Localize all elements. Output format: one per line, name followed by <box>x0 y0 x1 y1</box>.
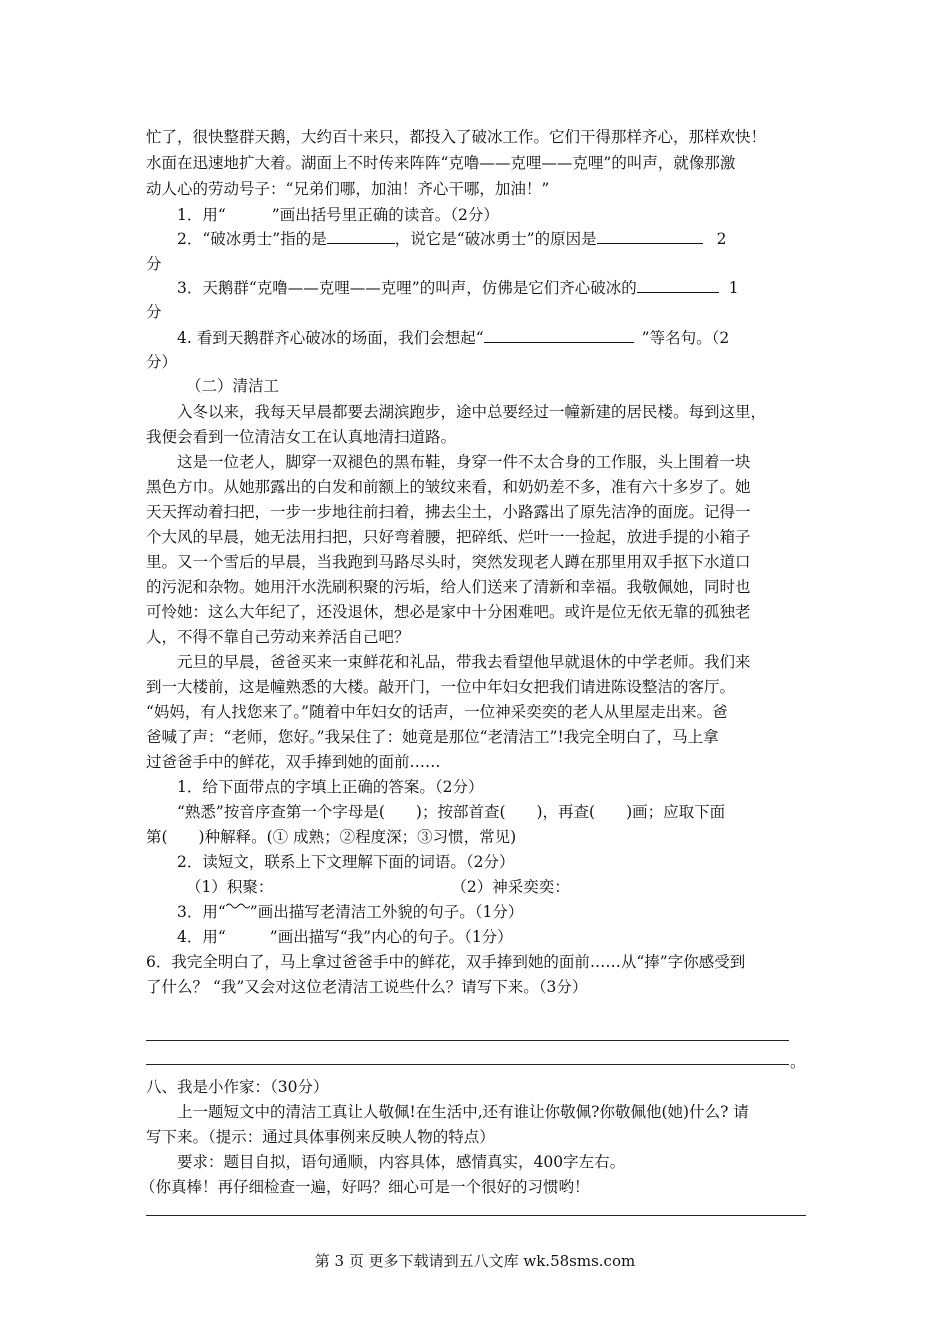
question-text: 2．“破冰勇士”指的是 <box>177 230 327 248</box>
passage-line: “妈妈，有人找您来了。”随着中年妇女的话声，一位神采奕奕的老人从里屋走出来。爸 <box>146 703 728 721</box>
passage-line: 元旦的早晨，爸爸买来一束鲜花和礼品，带我去看望他早就退休的中学老师。我们来 <box>177 653 751 671</box>
question-2-items <box>186 875 850 899</box>
question-1: 1．给下面带点的字填上正确的答案。（2分） <box>177 778 484 796</box>
term-jiju: （1）积聚： <box>186 878 274 896</box>
prompt-line: 上一题短文中的清洁工真让人敬佩!在生活中,还有谁让你敬佩?你敬佩他(她)什么? 请 <box>177 1103 749 1121</box>
question-text: ”画出描写老清洁工外貌的句子。（1分） <box>249 903 524 921</box>
question-text: 4. 看到天鹅群齐心破冰的场面，我们会想起“ <box>177 329 484 347</box>
question-text: 4．用“ <box>177 928 226 946</box>
passage-line: 个大风的早晨，她无法用扫把，只好弯着腰，把碎纸、烂叶一一捡起，放进手提的小箱子 <box>146 528 751 546</box>
answer-blank[interactable] <box>637 276 719 293</box>
question-6: 6．我完全明白了，马上拿过爸爸手中的鲜花，双手捧到她的面前……从“捧”字你感受到 <box>146 953 746 971</box>
passage-line: 天天挥动着扫把，一步一步地往前扫着，拂去尘土，小路露出了原先洁净的面庞。记得一 <box>146 503 751 521</box>
term-shencaiyiyi: （2）神采奕奕： <box>451 878 570 896</box>
passage-line: 人，不得不靠自己劳动来养活自己吧？ <box>146 628 410 646</box>
question-1-line: 第( )种解释。(① 成熟；②程度深；③习惯，常见) <box>146 828 517 846</box>
answer-blank[interactable] <box>484 326 634 343</box>
question-text: ”画出括号里正确的读音。（2分） <box>271 206 499 224</box>
score-number: 2 <box>716 230 727 248</box>
requirement-text: 要求：题目自拟，语句通顺，内容具体，感情真实，400字左右。 <box>177 1153 626 1171</box>
question-text: 3．用“ <box>177 903 226 921</box>
passage-line: 动人心的劳动号子：“兄弟们哪，加油！齐心干哪，加油！” <box>146 180 550 198</box>
passage-line: 我便会看到一位清洁女工在认真地清扫道路。 <box>146 428 457 446</box>
passage-line: 这是一位老人，脚穿一双褪色的黑布鞋，身穿一件不太合身的工作服，头上围着一块 <box>177 453 751 471</box>
passage-line: 可怜她：这么大年纪了，还没退休，想必是家中十分困难吧。或许是位无依无靠的孤独老 <box>146 603 751 621</box>
score-unit: 分 <box>146 255 162 273</box>
passage-line: 里。又一个雪后的早晨，当我跑到马路尽头时，突然发现老人蹲在那里用双手抠下水道口 <box>146 553 751 571</box>
wavy-line-icon <box>226 900 250 910</box>
answer-line[interactable] <box>146 1064 789 1065</box>
passage-line: 的污泥和杂物。她用汗水洗刷积聚的污垢，给人们送来了清新和幸福。我敬佩她，同时也 <box>146 578 751 596</box>
passage-line: 到一大楼前，这是幢熟悉的大楼。敲开门，一位中年妇女把我们请进陈设整洁的客厅。 <box>146 678 736 696</box>
question-text: ”画出描写“我”内心的句子。（1分） <box>269 928 513 946</box>
question-3 <box>177 276 810 300</box>
question-4 <box>177 925 810 949</box>
prompt-line: 写下来。（提示：通过具体事例来反映人物的特点） <box>146 1128 495 1146</box>
question-6-line: 了什么？ “我”又会对这位老清洁工说些什么？请写下来。（3分） <box>146 978 588 996</box>
page-footer: 第 3 页 更多下载请到五八文库 wk.58sms.com <box>314 1252 636 1270</box>
question-2: 2．读短文，联系上下文理解下面的词语。（2分） <box>177 853 515 871</box>
answer-end-mark: 。 <box>790 1053 806 1071</box>
score-unit: 分 <box>146 303 162 321</box>
score-number: 1 <box>728 279 739 297</box>
answer-line[interactable] <box>146 1040 789 1041</box>
passage-line: 入冬以来，我每天早晨都要去湖滨跑步，途中总要经过一幢新建的居民楼。每到这里， <box>177 403 767 421</box>
passage-line: 忙了，很快整群天鹅，大约百十来只，都投入了破冰工作。它们干得那样齐心，那样欢快！ <box>146 128 767 146</box>
answer-blank[interactable] <box>327 227 395 244</box>
question-text: ，说它是“破冰勇士”的原因是 <box>394 230 597 248</box>
passage-line: 水面在迅速地扩大着。湖面上不时传来阵阵“克噜——克哩——克哩”的叫声，就像那激 <box>146 154 736 172</box>
question-4 <box>177 326 810 350</box>
writing-line[interactable] <box>146 1215 806 1216</box>
passage-line: 过爸爸手中的鲜花，双手捧到她的面前…… <box>146 753 441 771</box>
section-title: （二）清洁工 <box>186 377 280 395</box>
question-1 <box>177 203 810 227</box>
score-unit: 分） <box>146 353 178 371</box>
question-3 <box>177 900 810 924</box>
answer-blank[interactable] <box>597 227 703 244</box>
reminder-text: （你真棒！再仔细检查一遍，好吗？细心可是一个很好的习惯哟！ <box>140 1178 590 1196</box>
passage-line: 黑色方巾。从她那露出的白发和前额上的皱纹来看，和奶奶差不多，准有六十多岁了。她 <box>146 478 751 496</box>
question-1-line: “熟悉”按音序查第一个字母是( )；按部首查( )，再查( )画；应取下面 <box>177 803 726 821</box>
section-title: 八、我是小作家：（30分） <box>146 1078 329 1096</box>
question-text: 3．天鹅群“克噜——克哩——克哩”的叫声，仿佛是它们齐心破冰的 <box>177 279 637 297</box>
passage-line: 爸喊了声：“老师，您好。”我呆住了：她竟是那位“老清洁工”!我完全明白了，马上拿 <box>146 728 719 746</box>
question-text: 1．用“ <box>177 206 226 224</box>
question-2 <box>177 227 810 251</box>
question-text: ”等名句。（2 <box>641 329 730 347</box>
